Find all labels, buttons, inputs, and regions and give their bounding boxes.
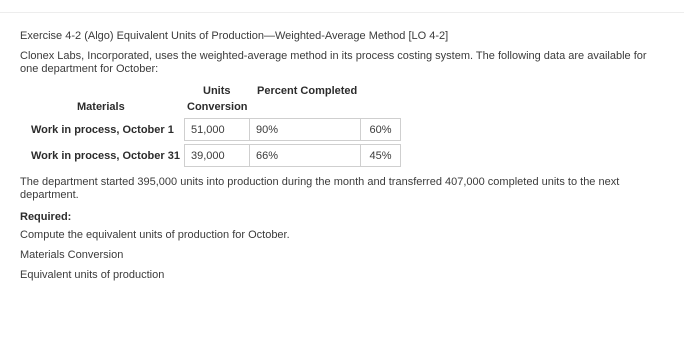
exercise-intro: Clonex Labs, Incorporated, uses the weighted-average method in its process costing system. The following data are available for one department for October: — [20, 50, 647, 75]
task-instruction: Compute the equivalent units of production for October. — [20, 229, 290, 241]
materials-cell — [249, 144, 361, 167]
top-divider — [0, 12, 684, 13]
units-cell — [184, 118, 250, 141]
materials-percent: 90% — [256, 123, 279, 136]
row-label: Work in process, October 31 — [31, 150, 180, 162]
conversion-cell — [360, 144, 401, 167]
conversion-percent: 45% — [369, 149, 392, 162]
units-cell — [184, 144, 250, 167]
header-conversion: Conversion — [187, 101, 248, 113]
materials-percent: 66% — [256, 149, 279, 162]
header-materials: Materials — [77, 101, 125, 113]
conversion-cell — [360, 118, 401, 141]
materials-cell — [249, 118, 361, 141]
exercise-title: Exercise 4-2 (Algo) Equivalent Units of Production—Weighted-Average Method [LO 4-2] — [20, 30, 449, 42]
answer-row-label: Equivalent units of production — [20, 269, 165, 281]
units-value: 51,000 — [191, 123, 225, 136]
conversion-percent: 60% — [369, 123, 392, 136]
answer-header: Materials Conversion — [20, 249, 124, 261]
units-value: 39,000 — [191, 149, 225, 162]
required-label: Required: — [20, 211, 72, 223]
header-percent-completed: Percent Completed — [257, 85, 358, 97]
header-units: Units — [203, 85, 231, 97]
production-paragraph: The department started 395,000 units into production during the month and transferred 407,000 completed units to the next department. — [20, 176, 620, 201]
row-label: Work in process, October 1 — [31, 124, 174, 136]
